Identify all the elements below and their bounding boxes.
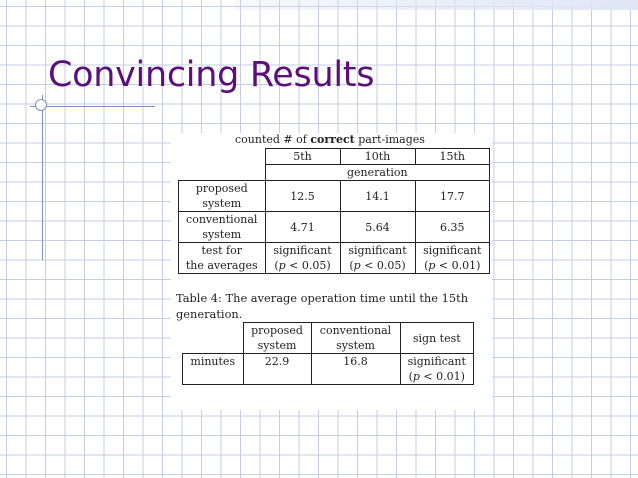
table-row xyxy=(179,181,490,212)
column-header: 10th xyxy=(340,149,415,165)
results-image xyxy=(171,133,492,410)
table-cell: 6.35 xyxy=(415,212,490,243)
table-cell: significant (p < 0.05) xyxy=(265,243,340,274)
table-cell: 22.9 xyxy=(243,354,311,385)
title-underline xyxy=(30,106,155,107)
slide-title: Convincing Results xyxy=(48,55,375,95)
table-cell: 17.7 xyxy=(415,181,490,212)
column-header: 15th xyxy=(415,149,490,165)
column-header: conventional system xyxy=(311,323,400,354)
table-cell: significant (p < 0.01) xyxy=(415,243,490,274)
table-cell: 14.1 xyxy=(340,181,415,212)
table-cell: significant (p < 0.05) xyxy=(340,243,415,274)
column-header: proposed system xyxy=(243,323,311,354)
table-header-row xyxy=(179,149,490,165)
table-corner-cell xyxy=(179,149,266,181)
table-cell: 16.8 xyxy=(311,354,400,385)
top-decorative-band xyxy=(235,0,638,10)
table-cell: 12.5 xyxy=(265,181,340,212)
part-images-table xyxy=(178,148,490,274)
operation-time-table xyxy=(182,322,474,385)
table-row xyxy=(183,354,474,385)
row-label: test for the averages xyxy=(179,243,266,274)
accent-circle-icon xyxy=(35,99,47,111)
table-cell: 4.71 xyxy=(265,212,340,243)
column-header: sign test xyxy=(400,323,474,354)
table2-caption: Table 4: The average operation time until the 15th generation. xyxy=(176,291,469,321)
table-row xyxy=(179,212,490,243)
row-label: proposed system xyxy=(179,181,266,212)
table1-caption: counted # of correct part-images xyxy=(235,133,425,146)
row-label: minutes xyxy=(183,354,244,385)
group-header: generation xyxy=(265,165,490,181)
table-row xyxy=(179,243,490,274)
table-cell: significant (p < 0.01) xyxy=(400,354,474,385)
row-label: conventional system xyxy=(179,212,266,243)
table-header-row xyxy=(183,323,474,354)
table-cell: 5.64 xyxy=(340,212,415,243)
vertical-accent-line xyxy=(42,95,43,260)
table-corner-cell xyxy=(183,323,244,354)
column-header: 5th xyxy=(265,149,340,165)
